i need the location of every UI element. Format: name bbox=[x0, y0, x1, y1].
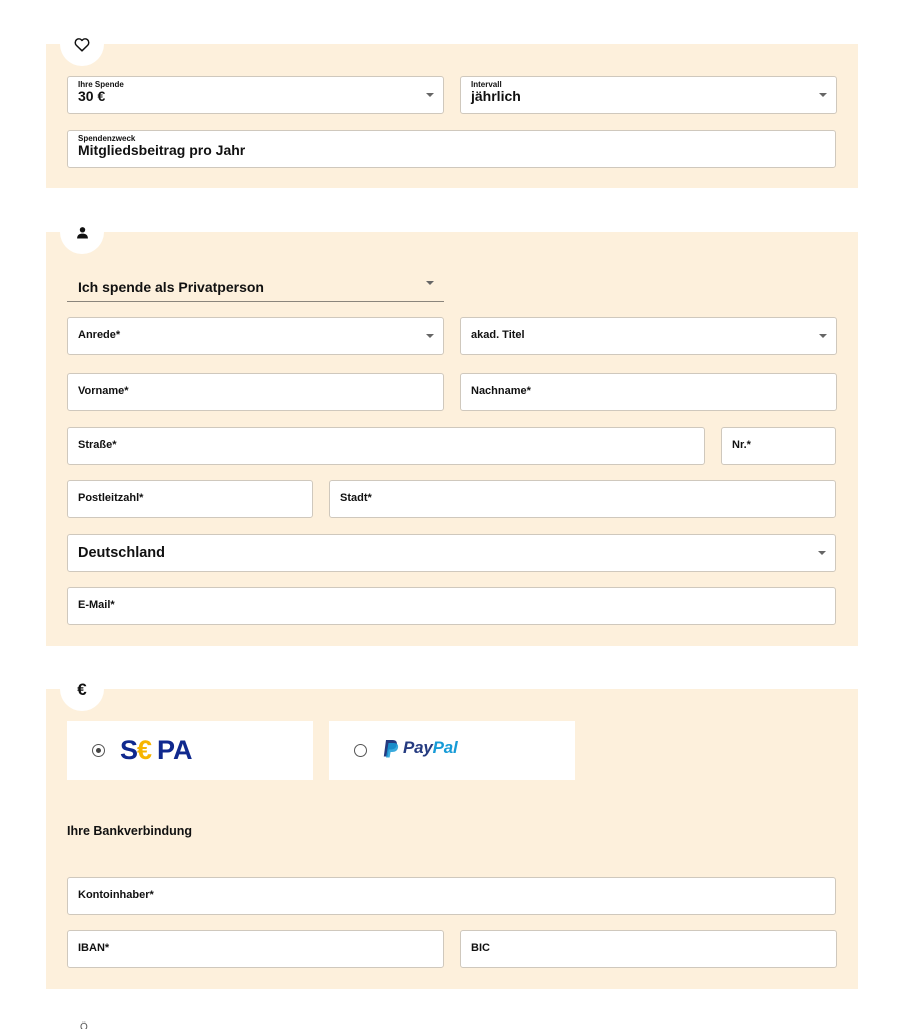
lastname-placeholder: Nachname* bbox=[471, 385, 531, 397]
zip-input[interactable] bbox=[67, 480, 313, 518]
email-placeholder: E-Mail* bbox=[78, 599, 115, 611]
svg-text:PA: PA bbox=[157, 736, 193, 762]
interval-label: Intervall bbox=[471, 80, 502, 89]
person-icon-badge bbox=[60, 210, 104, 254]
donor-section bbox=[46, 232, 858, 646]
chevron-down-icon bbox=[426, 93, 434, 97]
donation-amount-select[interactable] bbox=[67, 76, 444, 114]
country-select[interactable] bbox=[67, 534, 836, 572]
account-holder-placeholder: Kontoinhaber* bbox=[78, 889, 154, 901]
city-placeholder: Stadt* bbox=[340, 492, 372, 504]
paypal-radio[interactable] bbox=[354, 744, 367, 757]
donor-type-select[interactable] bbox=[67, 272, 444, 302]
person-icon bbox=[76, 226, 89, 239]
sepa-logo bbox=[120, 736, 204, 762]
email-input[interactable] bbox=[67, 587, 836, 625]
paypal-p-icon bbox=[383, 739, 399, 758]
interval-value: jährlich bbox=[471, 88, 521, 104]
payment-option-sepa[interactable] bbox=[67, 721, 313, 780]
house-number-placeholder: Nr.* bbox=[732, 439, 751, 451]
bank-connection-heading: Ihre Bankverbindung bbox=[67, 824, 193, 838]
street-placeholder: Straße* bbox=[78, 439, 117, 451]
chevron-down-icon bbox=[818, 551, 826, 555]
heart-icon-badge bbox=[60, 22, 104, 66]
next-section-heading-partial: Ö bbox=[80, 1022, 88, 1029]
firstname-placeholder: Vorname* bbox=[78, 385, 129, 397]
purpose-value: Mitgliedsbeitrag pro Jahr bbox=[78, 142, 246, 158]
purpose-field[interactable] bbox=[67, 130, 836, 168]
svg-text:€: € bbox=[137, 736, 153, 762]
chevron-down-icon bbox=[819, 334, 827, 338]
donor-type-value: Ich spende als Privatperson bbox=[78, 279, 264, 295]
euro-icon: € bbox=[77, 679, 87, 699]
house-number-input[interactable] bbox=[721, 427, 836, 465]
zip-placeholder: Postleitzahl* bbox=[78, 492, 144, 504]
purpose-label: Spendenzweck bbox=[78, 134, 136, 143]
paypal-wordmark: PayPal bbox=[403, 738, 458, 757]
donation-section bbox=[46, 44, 858, 188]
lastname-input[interactable] bbox=[460, 373, 837, 411]
chevron-down-icon bbox=[426, 281, 434, 285]
country-value: Deutschland bbox=[78, 545, 166, 561]
heart-icon bbox=[74, 37, 90, 52]
payment-option-paypal[interactable] bbox=[329, 721, 575, 780]
iban-input[interactable] bbox=[67, 930, 444, 968]
firstname-input[interactable] bbox=[67, 373, 444, 411]
street-input[interactable] bbox=[67, 427, 705, 465]
academic-title-placeholder: akad. Titel bbox=[471, 329, 525, 341]
paypal-logo bbox=[383, 738, 458, 758]
svg-text:S: S bbox=[120, 736, 139, 762]
euro-icon-badge bbox=[60, 667, 104, 711]
bic-input[interactable] bbox=[460, 930, 837, 968]
salutation-select[interactable] bbox=[67, 317, 444, 355]
academic-title-select[interactable] bbox=[460, 317, 837, 355]
sepa-radio[interactable] bbox=[92, 744, 105, 757]
donation-amount-value: 30 € bbox=[78, 88, 106, 104]
interval-select[interactable] bbox=[460, 76, 837, 114]
salutation-placeholder: Anrede* bbox=[78, 329, 121, 341]
account-holder-input[interactable] bbox=[67, 877, 836, 915]
donation-amount-label: Ihre Spende bbox=[78, 80, 124, 89]
bic-placeholder: BIC bbox=[471, 942, 490, 954]
iban-placeholder: IBAN* bbox=[78, 942, 110, 954]
chevron-down-icon bbox=[819, 93, 827, 97]
city-input[interactable] bbox=[329, 480, 836, 518]
payment-section bbox=[46, 679, 858, 989]
chevron-down-icon bbox=[426, 334, 434, 338]
